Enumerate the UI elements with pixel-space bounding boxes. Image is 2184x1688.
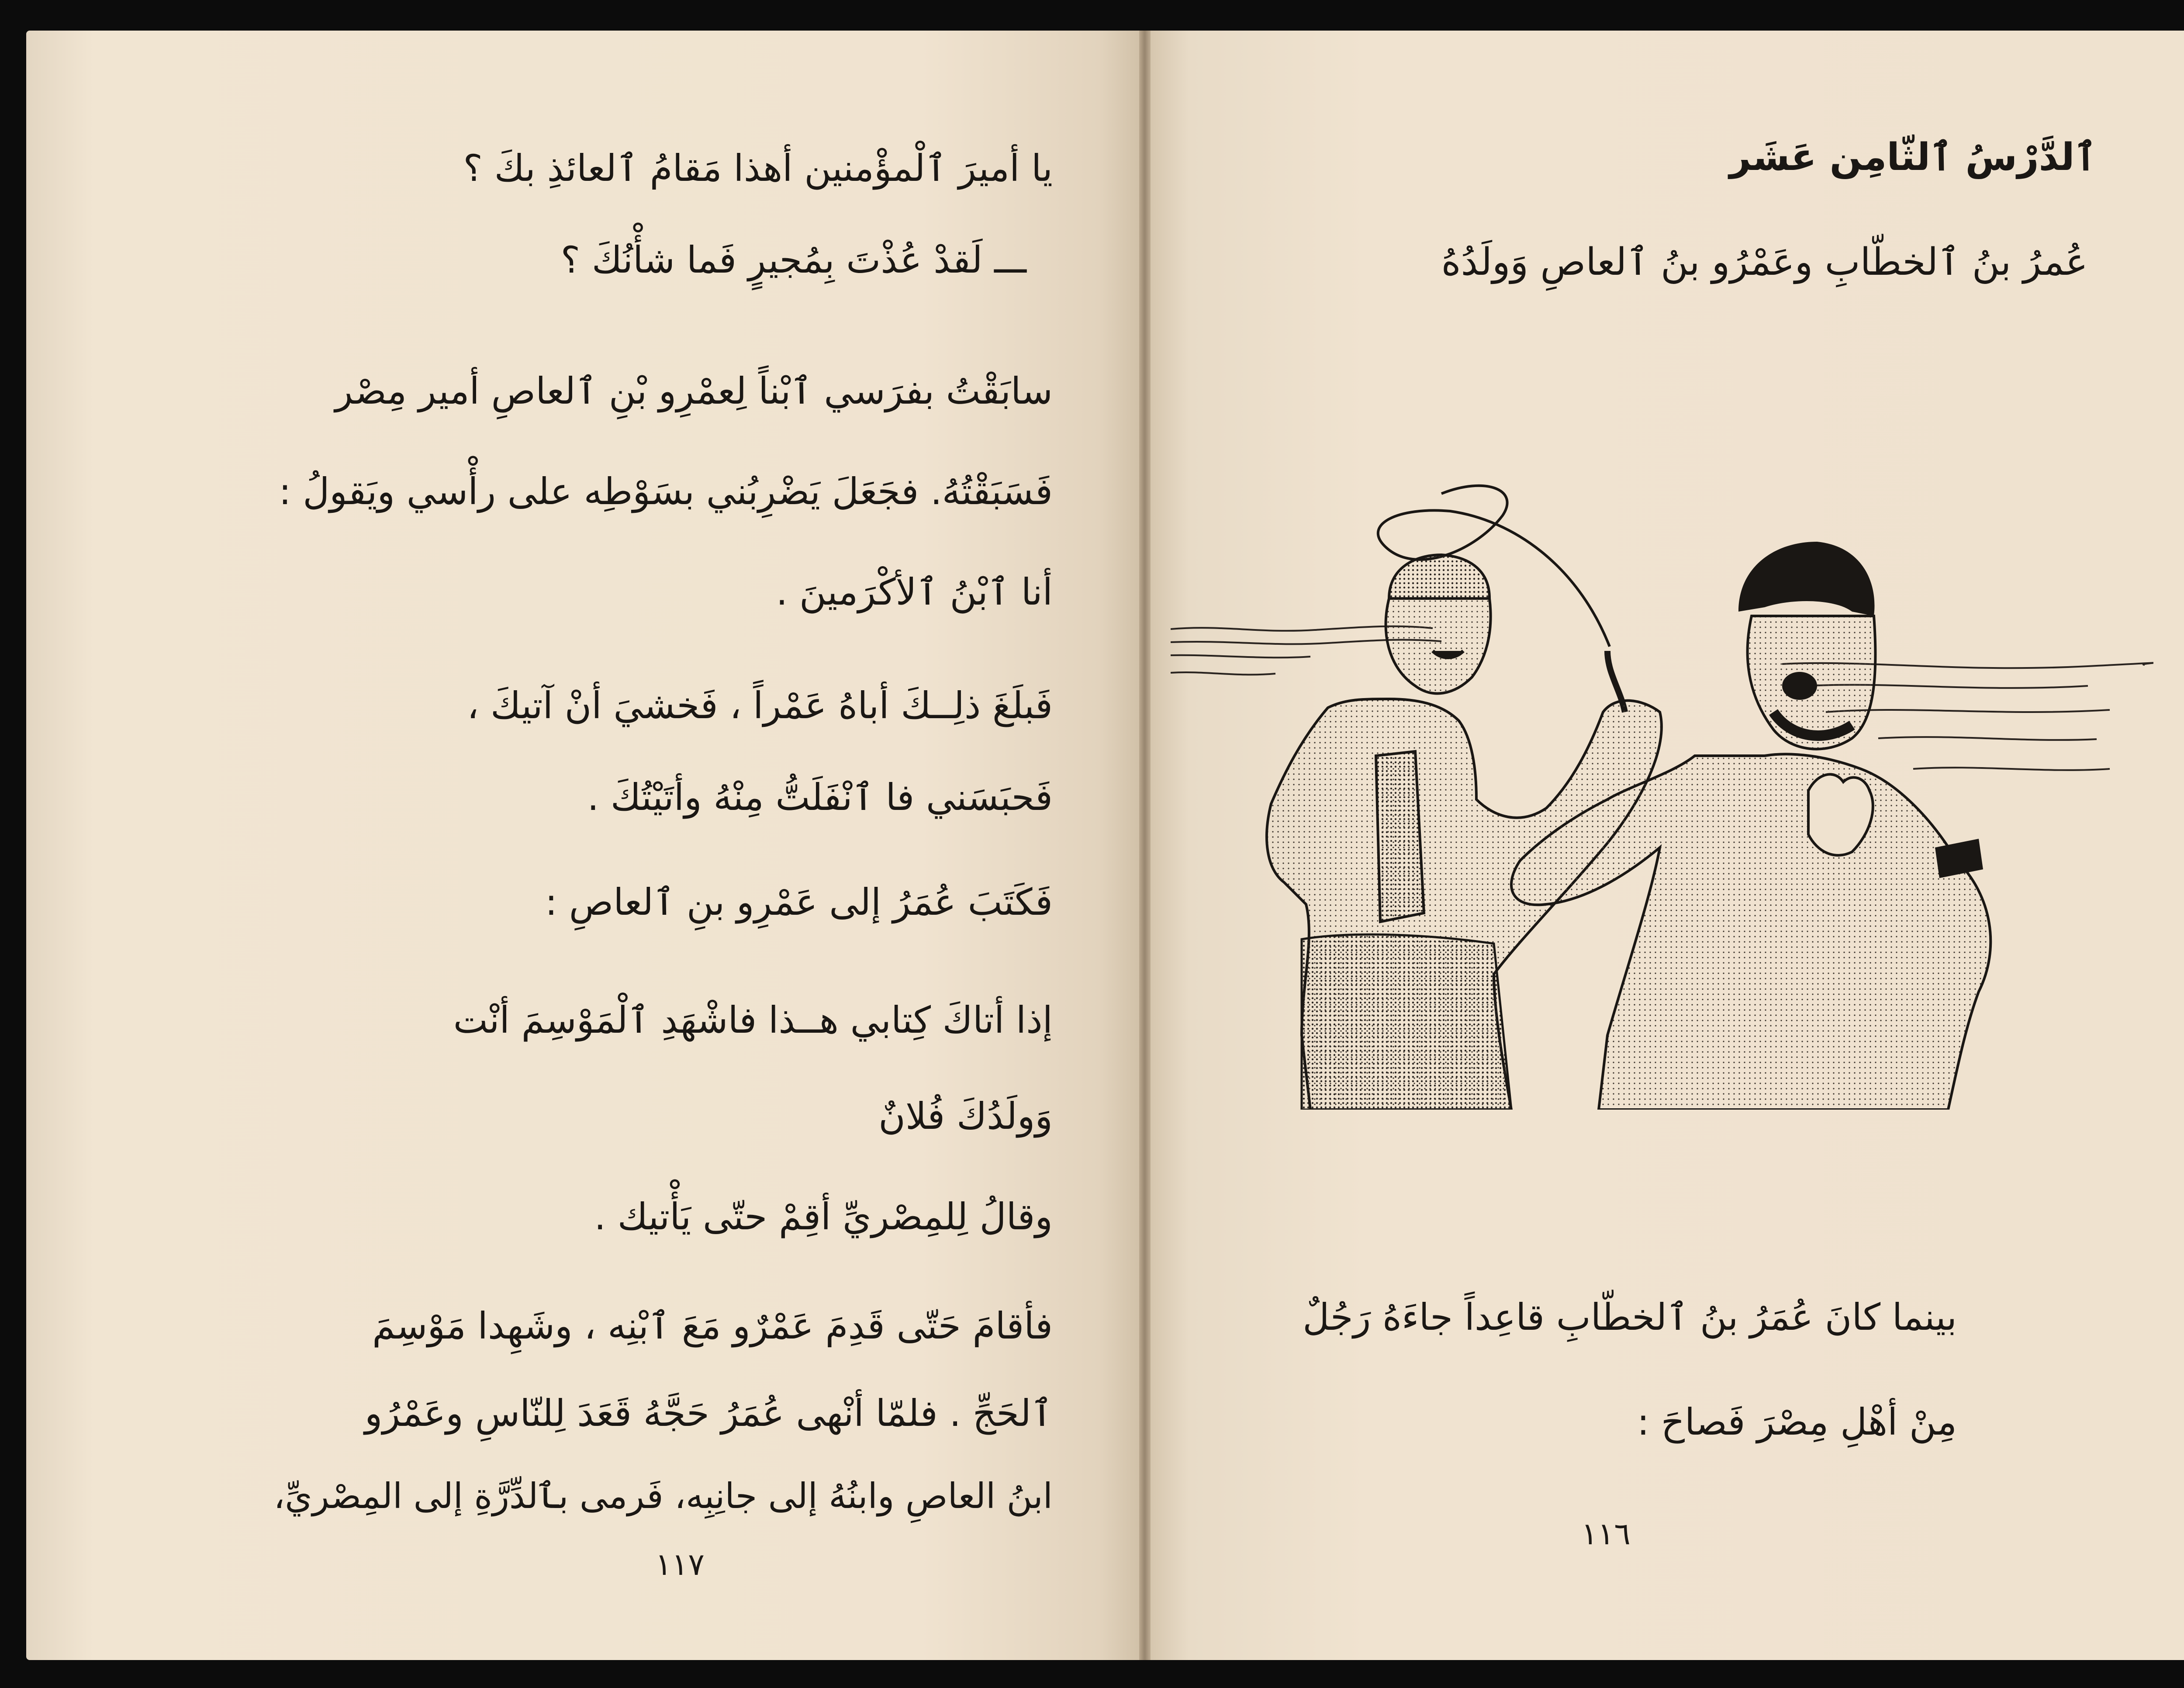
cap: [1389, 555, 1489, 598]
open-mouth: [1782, 672, 1817, 700]
page-number-right: ١١٦: [1581, 1516, 1631, 1552]
text-line: سابَقْتُ بفرَسي ٱبْناً لِعمْرِو بْنِ ٱلعاصِ أمير مِصْر: [335, 370, 1053, 412]
text-line: فَسَبَقْتُهُ. فجَعَلَ يَضْرِبُني بسَوْطِه على رأْسي ويَقولُ :: [279, 470, 1053, 513]
text-line: ٱلحَجِّ . فلمّا أنْهى عُمَرُ حَجَّهُ قَعَدَ لِلنّاسِ وعَمْرُو: [364, 1392, 1053, 1435]
book-gutter: [1139, 31, 1151, 1660]
page-number-left: ١١٧: [655, 1546, 705, 1582]
text-line: إذا أتاكَ كِتابي هــذا فاشْهَدِ ٱلْمَوْسِمَ أنْت: [453, 999, 1053, 1041]
text-line: فأقامَ حَتّى قَدِمَ عَمْرٌو مَعَ ٱبْنِه ، وشَهِدا مَوْسِمَ: [372, 1304, 1053, 1347]
text-line: مِنْ أهْلِ مِصْرَ فَصاحَ :: [1637, 1401, 1957, 1443]
right-figure-hair: [1738, 542, 1874, 616]
text-line: وقالُ لِلمِصْريِّ أقِمْ حتّى يَأْتيك .: [594, 1195, 1053, 1238]
text-line: وَولَدُكَ فُلانٌ: [878, 1095, 1053, 1138]
text-line: فَبلَغَ ذلِــكَ أباهُ عَمْراً ، فَخشيَ أنْ آتيكَ ،: [467, 684, 1053, 727]
sash: [1376, 751, 1424, 922]
left-page: [26, 31, 1144, 1660]
text-line: ابنُ العاصِ وابنُهُ إلى جانِبِه، فَرمى بٱلدِّرَّةِ إلى المِصْريِّ،: [273, 1476, 1053, 1516]
right-page: [1144, 31, 2184, 1660]
left-figure-robe: [1302, 934, 1511, 1110]
text-line: فَحبَسَني فا ٱنْفَلَتُّ مِنْهُ وأتَيْتُكَ .: [587, 776, 1053, 819]
text-line: بينما كانَ عُمَرُ بنُ ٱلخطّابِ قاعِداً جاءَهُ رَجُلٌ: [1303, 1296, 1957, 1339]
text-line: فَكَتَبَ عُمَرُ إلى عَمْرِو بنِ ٱلعاصِ :: [545, 881, 1053, 924]
open-book: [26, 31, 2184, 1660]
text-line: أنا ٱبْنُ ٱلأكْرَمينَ .: [776, 571, 1053, 613]
left-page-text: [127, 144, 1053, 1516]
left-figure-head: [1386, 598, 1491, 693]
story-illustration: [1171, 467, 2153, 1110]
text-line: يا أميرَ ٱلْمؤْمنين أهذا مَقامُ ٱلعائذِ بكَ ؟: [463, 147, 1053, 190]
story-title: عُمرُ بنُ ٱلخطّابِ وعَمْرُو بنُ ٱلعاصِ وَولَدُهُ: [1441, 240, 2088, 284]
lesson-title: ٱلدَّرْسُ ٱلثّامِن عَشَر: [1729, 135, 2097, 179]
text-line: ـــ لَقدْ عُذْتَ بِمُجيرٍ فَما شأْنُكَ ؟: [560, 239, 1026, 281]
